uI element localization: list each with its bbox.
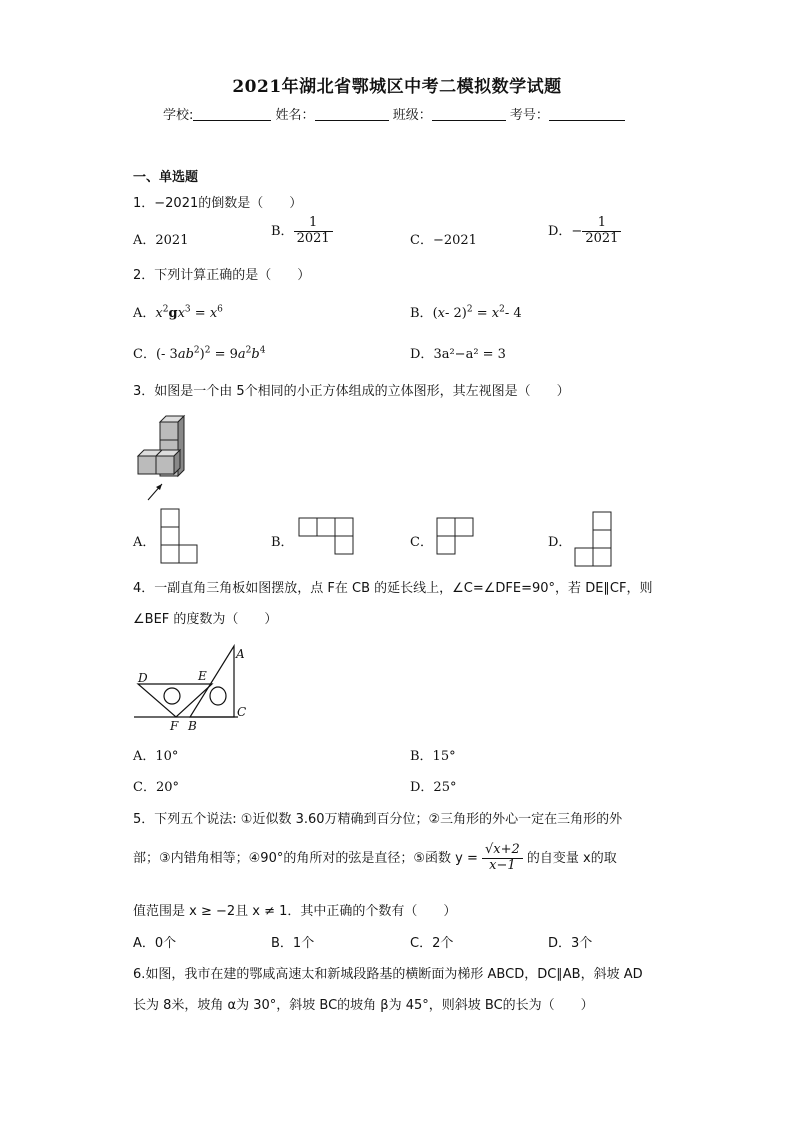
- q2-option-c[interactable]: C．(- $3ab^2)^2 = 9a^2b^4$: [133, 345, 266, 362]
- q3-figure-d: [574, 511, 614, 569]
- number-blank[interactable]: [549, 108, 625, 121]
- q4-stem-line2: ∠BEF 的度数为（ ）: [133, 612, 278, 627]
- number-label: 考号：: [509, 108, 549, 123]
- q1-option-d[interactable]: D．− $\frac{1}{2021}$: [548, 216, 621, 247]
- triangle-ruler-figure: [130, 640, 260, 732]
- q2-option-b[interactable]: B．(x- $2)^2 = x^2-$ 4: [410, 304, 522, 321]
- label-f: F: [170, 719, 179, 732]
- q1-option-c[interactable]: C．−2021: [410, 233, 477, 248]
- school-blank[interactable]: [193, 108, 271, 121]
- class-label: 班级：: [392, 108, 432, 123]
- q6-line1: 6.如图，我市在建的鄂咸高速太和新城段路基的横断面为梯形 ABCD，DC∥AB，斜坡 AD: [133, 967, 643, 982]
- q2-option-a[interactable]: A．$x^2gx^3 = x^6$: [133, 304, 223, 321]
- name-label: 姓名：: [275, 108, 315, 123]
- class-blank[interactable]: [432, 108, 506, 121]
- q6-line2: 长为 8米，坡角 α为 30°，斜坡 BC的坡角 β为 45°，则斜坡 BC的长为（ ）: [133, 998, 594, 1013]
- q5-line3: 值范围是 x ≥ −2且 x ≠ 1．其中正确的个数有（ ）: [133, 904, 457, 919]
- label-c: C: [237, 705, 247, 719]
- q4-option-d[interactable]: D．25°: [410, 780, 457, 795]
- q3-stem: 3．如图是一个由 5个相同的小正方体组成的立体图形，其左视图是（ ）: [133, 384, 570, 399]
- q1-option-b[interactable]: B． $\frac{1}{2021}$: [271, 216, 333, 247]
- page-title: 2021年湖北省鄂城区中考二模拟数学试题: [232, 77, 562, 97]
- name-blank[interactable]: [315, 108, 389, 121]
- section-heading: 一、单选题: [133, 170, 199, 185]
- q2-option-d[interactable]: D．3a²−a² = 3: [410, 347, 506, 362]
- q5-line1: 5．下列五个说法: ①近似数 3.60万精确到百分位；②三角形的外心一定在三角形的外: [133, 812, 623, 827]
- q5-option-a[interactable]: A．0个: [133, 936, 177, 951]
- cube-stack-figure: [132, 412, 192, 504]
- q5-option-c[interactable]: C．2个: [410, 936, 454, 951]
- q3-figure-b: [298, 517, 358, 559]
- school-label: 学校:: [163, 108, 194, 123]
- q4-option-c[interactable]: C．20°: [133, 780, 179, 795]
- label-b: B: [188, 719, 197, 732]
- q4-option-a[interactable]: A．10°: [133, 749, 179, 764]
- q3-figure-c: [436, 517, 478, 559]
- q3-option-c[interactable]: C．: [410, 535, 433, 550]
- q4-option-b[interactable]: B．15°: [410, 749, 456, 764]
- q1-stem: 1．−2021的倒数是（ ）: [133, 196, 303, 211]
- q3-option-a[interactable]: A．: [133, 535, 156, 550]
- q5-option-d[interactable]: D．3个: [548, 936, 593, 951]
- q3-option-d[interactable]: D．: [548, 535, 572, 550]
- q2-stem: 2．下列计算正确的是（ ）: [133, 268, 311, 283]
- label-d: D: [138, 671, 148, 685]
- q5-line2: 部；③内错角相等；④90°的角所对的弦是直径；⑤函数 y = $\frac{√x+2}{x-1}$ 的自变量 x的取: [133, 842, 617, 873]
- q3-figure-a: [160, 508, 200, 566]
- label-a: A: [236, 647, 245, 661]
- student-info-line: [163, 104, 625, 123]
- q4-stem-line1: 4．一副直角三角板如图摆放，点 F在 CB 的延长线上，∠C=∠DFE=90°，若 DE∥CF，则: [133, 581, 653, 596]
- q1-option-a[interactable]: A．2021: [133, 233, 189, 248]
- label-e: E: [198, 669, 207, 683]
- q3-option-b[interactable]: B．: [271, 535, 294, 550]
- q5-option-b[interactable]: B．1个: [271, 936, 315, 951]
